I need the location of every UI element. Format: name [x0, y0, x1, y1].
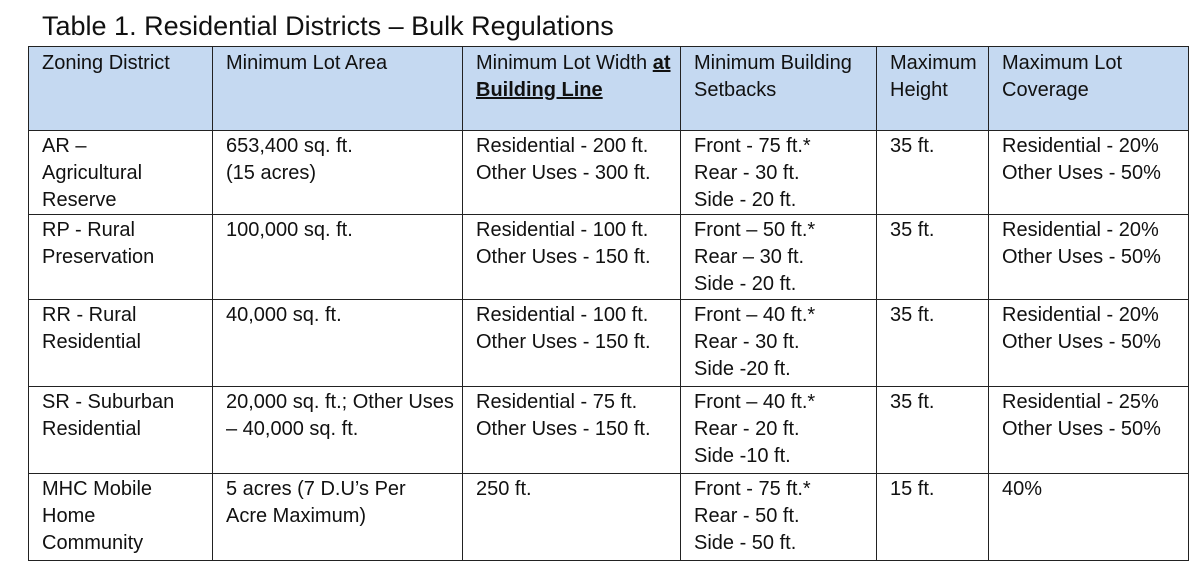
- cell-text-line: 40%: [1002, 478, 1043, 500]
- table-row: [29, 474, 1189, 561]
- cell-text-line: Other Uses - 50%: [1002, 246, 1161, 268]
- cell-text-line: Residential - 100 ft.: [476, 304, 649, 326]
- cell-district: [29, 131, 213, 215]
- cell-coverage: [989, 300, 1189, 387]
- cell-text-line: Residential: [42, 418, 141, 440]
- table-row: [29, 300, 1189, 387]
- cell-text-line: Other Uses - 50%: [1002, 418, 1161, 440]
- header-max-height: Maximum Height: [877, 47, 989, 131]
- bulk-regulations-table: [28, 46, 1189, 561]
- cell-text-line: Rear - 30 ft.: [694, 162, 800, 184]
- cell-height: [877, 387, 989, 474]
- cell-text-line: Front – 40 ft.*: [694, 304, 816, 326]
- cell-lot-area: [213, 474, 463, 561]
- cell-text-line: Rear - 30 ft.: [694, 331, 800, 353]
- cell-setbacks: [681, 215, 877, 300]
- cell-text-line: Residential - 20%: [1002, 304, 1159, 326]
- cell-text-line: 35 ft.: [890, 135, 935, 157]
- cell-text-line: Reserve: [42, 189, 117, 211]
- header-max-coverage: Maximum Lot Coverage: [989, 47, 1189, 131]
- cell-text-line: RR - Rural: [42, 304, 137, 326]
- cell-lot-width: [463, 131, 681, 215]
- cell-text-line: Rear – 30 ft.: [694, 246, 805, 268]
- table-row: [29, 215, 1189, 300]
- cell-text-line: AR –: [42, 135, 87, 157]
- cell-text-line: Front – 50 ft.*: [694, 219, 816, 241]
- cell-text-line: Residential - 200 ft.: [476, 135, 649, 157]
- cell-text-line: 250 ft.: [476, 478, 532, 500]
- cell-lot-area: [213, 300, 463, 387]
- header-min-lot-width: Minimum Lot Width at Building Line: [463, 47, 681, 131]
- cell-district: [29, 474, 213, 561]
- cell-text-line: 15 ft.: [890, 478, 935, 500]
- cell-text-line: Side - 20 ft.: [694, 273, 797, 295]
- cell-text-line: Side -10 ft.: [694, 445, 791, 467]
- cell-text-line: Side -20 ft.: [694, 358, 791, 380]
- cell-text-line: Residential - 25%: [1002, 391, 1159, 413]
- cell-coverage: [989, 131, 1189, 215]
- cell-height: [877, 131, 989, 215]
- cell-setbacks: [681, 474, 877, 561]
- cell-coverage: [989, 215, 1189, 300]
- cell-text-line: Front - 75 ft.*: [694, 478, 811, 500]
- cell-text-line: Other Uses - 150 ft.: [476, 246, 651, 268]
- header-zoning-district: Zoning District: [29, 47, 213, 131]
- cell-text-line: Other Uses - 50%: [1002, 162, 1161, 184]
- cell-text-line: 40,000 sq. ft.: [226, 304, 342, 326]
- cell-height: [877, 474, 989, 561]
- cell-text-line: (15 acres): [226, 162, 317, 184]
- cell-lot-width: [463, 387, 681, 474]
- cell-text-line: RP - Rural: [42, 219, 135, 241]
- cell-text-line: Preservation: [42, 246, 155, 268]
- cell-text-line: – 40,000 sq. ft.: [226, 418, 359, 440]
- cell-coverage: [989, 474, 1189, 561]
- cell-text-line: Side - 50 ft.: [694, 532, 797, 554]
- cell-text-line: SR - Suburban: [42, 391, 175, 413]
- table-title: Table 1. Residential Districts – Bulk Regulations: [42, 11, 614, 41]
- cell-district: [29, 300, 213, 387]
- cell-text-line: Other Uses - 150 ft.: [476, 331, 651, 353]
- cell-district: [29, 215, 213, 300]
- cell-text-line: Side - 20 ft.: [694, 189, 797, 211]
- cell-text-line: Other Uses - 150 ft.: [476, 418, 651, 440]
- cell-height: [877, 300, 989, 387]
- cell-text-line: MHC Mobile: [42, 478, 153, 500]
- cell-text-line: 35 ft.: [890, 391, 935, 413]
- cell-text-line: 5 acres (7 D.U’s Per: [226, 478, 406, 500]
- cell-lot-width: [463, 215, 681, 300]
- cell-text-line: Rear - 20 ft.: [694, 418, 800, 440]
- cell-text-line: 100,000 sq. ft.: [226, 219, 353, 241]
- cell-lot-area: [213, 387, 463, 474]
- header-min-lot-area: Minimum Lot Area: [213, 47, 463, 131]
- cell-lot-width: [463, 474, 681, 561]
- cell-setbacks: [681, 131, 877, 215]
- header-min-setbacks: Minimum Building Setbacks: [681, 47, 877, 131]
- header-row: [29, 47, 1189, 131]
- cell-text-line: Acre Maximum): [226, 505, 367, 527]
- cell-text-line: 35 ft.: [890, 304, 935, 326]
- cell-text-line: Agricultural: [42, 162, 143, 184]
- cell-lot-area: [213, 131, 463, 215]
- cell-setbacks: [681, 300, 877, 387]
- table-row: [29, 387, 1189, 474]
- cell-text-line: Residential - 75 ft.: [476, 391, 638, 413]
- cell-text-line: Rear - 50 ft.: [694, 505, 800, 527]
- cell-height: [877, 215, 989, 300]
- cell-text-line: Other Uses - 50%: [1002, 331, 1161, 353]
- cell-district: [29, 387, 213, 474]
- cell-text-line: 20,000 sq. ft.; Other Uses: [226, 391, 454, 413]
- cell-text-line: Residential - 20%: [1002, 135, 1159, 157]
- cell-text-line: Residential - 100 ft.: [476, 219, 649, 241]
- cell-text-line: 35 ft.: [890, 219, 935, 241]
- cell-setbacks: [681, 387, 877, 474]
- cell-lot-width: [463, 300, 681, 387]
- cell-coverage: [989, 387, 1189, 474]
- table-row: [29, 131, 1189, 215]
- cell-text-line: Residential: [42, 331, 141, 353]
- cell-text-line: Residential - 20%: [1002, 219, 1159, 241]
- cell-text-line: 653,400 sq. ft.: [226, 135, 353, 157]
- cell-text-line: Other Uses - 300 ft.: [476, 162, 651, 184]
- cell-text-line: Home: [42, 505, 96, 527]
- cell-text-line: Front – 40 ft.*: [694, 391, 816, 413]
- cell-lot-area: [213, 215, 463, 300]
- cell-text-line: Community: [42, 532, 144, 554]
- cell-text-line: Front - 75 ft.*: [694, 135, 811, 157]
